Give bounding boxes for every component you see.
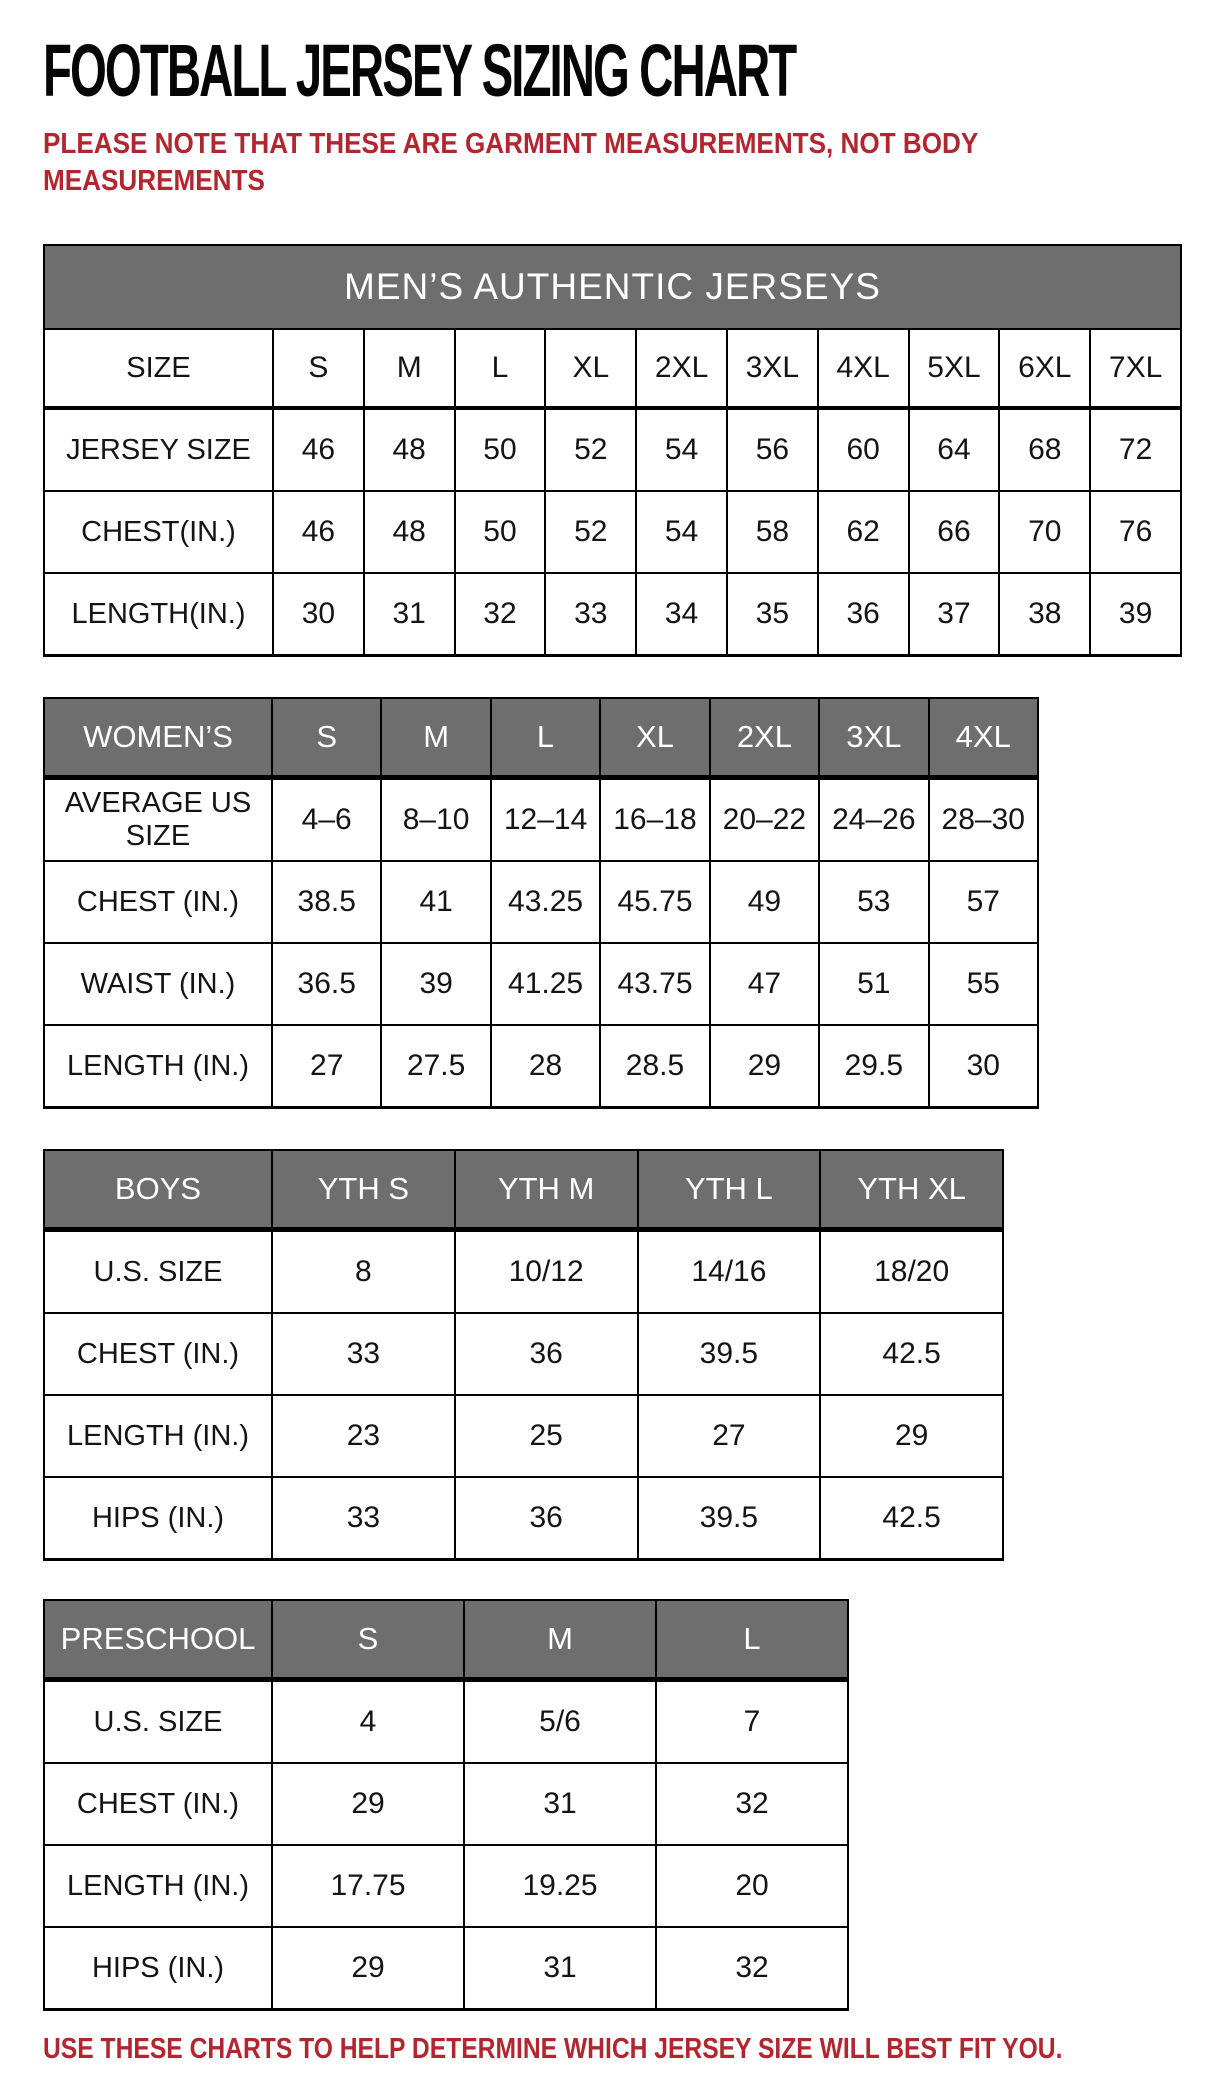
data-cell: 31 bbox=[464, 1763, 656, 1845]
data-cell: 29.5 bbox=[819, 1025, 928, 1108]
row-label-cell: LENGTH (IN.) bbox=[44, 1025, 272, 1108]
row-label-cell: WAIST (IN.) bbox=[44, 943, 272, 1025]
data-cell: 10/12 bbox=[455, 1230, 638, 1314]
data-cell: 30 bbox=[929, 1025, 1038, 1108]
data-cell: 31 bbox=[364, 573, 455, 656]
column-header-cell: S bbox=[273, 329, 364, 408]
column-header-cell: YTH L bbox=[638, 1150, 821, 1230]
data-cell: 33 bbox=[272, 1313, 455, 1395]
data-cell: 70 bbox=[999, 491, 1090, 573]
table-row bbox=[44, 1230, 1003, 1314]
data-cell: 28–30 bbox=[929, 778, 1038, 862]
table-header-row bbox=[44, 1600, 848, 1680]
column-header-cell: L bbox=[491, 698, 600, 778]
data-cell: 32 bbox=[455, 573, 546, 656]
data-cell: 54 bbox=[636, 491, 727, 573]
data-cell: 20 bbox=[656, 1845, 848, 1927]
row-label-cell: HIPS (IN.) bbox=[44, 1927, 272, 2010]
data-cell: 52 bbox=[545, 408, 636, 491]
column-header-cell: YTH M bbox=[455, 1150, 638, 1230]
column-header-cell: M bbox=[464, 1600, 656, 1680]
table-row bbox=[44, 1680, 848, 1764]
column-header-cell: YTH S bbox=[272, 1150, 455, 1230]
data-cell: 50 bbox=[455, 408, 546, 491]
data-cell: 28 bbox=[491, 1025, 600, 1108]
data-cell: 45.75 bbox=[600, 861, 709, 943]
row-label-cell: U.S. SIZE bbox=[44, 1230, 272, 1314]
data-cell: 42.5 bbox=[820, 1313, 1003, 1395]
data-cell: 27 bbox=[638, 1395, 821, 1477]
table-header-row bbox=[44, 698, 1038, 778]
data-cell: 36 bbox=[818, 573, 909, 656]
page-title bbox=[43, 29, 1220, 120]
data-cell: 66 bbox=[909, 491, 1000, 573]
data-cell: 62 bbox=[818, 491, 909, 573]
column-header-cell: 3XL bbox=[819, 698, 928, 778]
column-header-cell: XL bbox=[600, 698, 709, 778]
data-cell: 36 bbox=[455, 1313, 638, 1395]
table-header-row bbox=[44, 1150, 1003, 1230]
data-cell: 8–10 bbox=[381, 778, 490, 862]
table-title-cell: SIZE bbox=[44, 329, 273, 408]
footer-note bbox=[43, 2033, 1220, 2073]
data-cell: 51 bbox=[819, 943, 928, 1025]
column-header-cell: L bbox=[455, 329, 546, 408]
data-cell: 28.5 bbox=[600, 1025, 709, 1108]
data-cell: 68 bbox=[999, 408, 1090, 491]
data-cell: 4 bbox=[272, 1680, 464, 1764]
data-cell: 29 bbox=[272, 1927, 464, 2010]
table-row bbox=[44, 573, 1181, 656]
column-header-cell: 4XL bbox=[929, 698, 1038, 778]
data-cell: 39.5 bbox=[638, 1313, 821, 1395]
table-band-row bbox=[44, 245, 1181, 329]
table-row bbox=[44, 1477, 1003, 1560]
data-cell: 35 bbox=[727, 573, 818, 656]
column-header-cell: 4XL bbox=[818, 329, 909, 408]
data-cell: 16–18 bbox=[600, 778, 709, 862]
column-header-cell: L bbox=[656, 1600, 848, 1680]
data-cell: 41 bbox=[381, 861, 490, 943]
row-label-cell: CHEST (IN.) bbox=[44, 1313, 272, 1395]
column-header-cell: 3XL bbox=[727, 329, 818, 408]
data-cell: 32 bbox=[656, 1763, 848, 1845]
data-cell: 76 bbox=[1090, 491, 1181, 573]
column-header-cell: 5XL bbox=[909, 329, 1000, 408]
data-cell: 72 bbox=[1090, 408, 1181, 491]
data-cell: 39 bbox=[381, 943, 490, 1025]
row-label-cell: CHEST (IN.) bbox=[44, 1763, 272, 1845]
garment-measurements-note-text: PLEASE NOTE THAT THESE ARE GARMENT MEASUREMENTS, NOT BODY MEASUREMENTS bbox=[43, 128, 978, 198]
row-label-cell: U.S. SIZE bbox=[44, 1680, 272, 1764]
table-row bbox=[44, 861, 1038, 943]
data-cell: 64 bbox=[909, 408, 1000, 491]
data-cell: 43.25 bbox=[491, 861, 600, 943]
data-cell: 7 bbox=[656, 1680, 848, 1764]
table-row bbox=[44, 1395, 1003, 1477]
data-cell: 39 bbox=[1090, 573, 1181, 656]
column-header-cell: 6XL bbox=[999, 329, 1090, 408]
row-label-cell: LENGTH(IN.) bbox=[44, 573, 273, 656]
footer-note-text: USE THESE CHARTS TO HELP DETERMINE WHICH JERSEY SIZE WILL BEST FIT YOU. bbox=[43, 2033, 1063, 2066]
data-cell: 48 bbox=[364, 491, 455, 573]
boys-sizing-table bbox=[43, 1149, 1004, 1561]
data-cell: 17.75 bbox=[272, 1845, 464, 1927]
table-header-row bbox=[44, 329, 1181, 408]
data-cell: 60 bbox=[818, 408, 909, 491]
data-cell: 29 bbox=[820, 1395, 1003, 1477]
column-header-cell: YTH XL bbox=[820, 1150, 1003, 1230]
table-row bbox=[44, 943, 1038, 1025]
data-cell: 29 bbox=[710, 1025, 819, 1108]
table-row bbox=[44, 778, 1038, 862]
table-row bbox=[44, 1313, 1003, 1395]
data-cell: 39.5 bbox=[638, 1477, 821, 1560]
table-title-cell: BOYS bbox=[44, 1150, 272, 1230]
data-cell: 38.5 bbox=[272, 861, 381, 943]
page-title-text: FOOTBALL JERSEY SIZING CHART bbox=[43, 29, 796, 112]
column-header-cell: S bbox=[272, 1600, 464, 1680]
data-cell: 33 bbox=[272, 1477, 455, 1560]
data-cell: 27.5 bbox=[381, 1025, 490, 1108]
row-label-cell: JERSEY SIZE bbox=[44, 408, 273, 491]
table-row bbox=[44, 1845, 848, 1927]
garment-measurements-note bbox=[43, 126, 1220, 200]
table-row bbox=[44, 1927, 848, 2010]
column-header-cell: M bbox=[364, 329, 455, 408]
column-header-cell: S bbox=[272, 698, 381, 778]
data-cell: 25 bbox=[455, 1395, 638, 1477]
data-cell: 36.5 bbox=[272, 943, 381, 1025]
data-cell: 33 bbox=[545, 573, 636, 656]
preschool-sizing-table bbox=[43, 1599, 849, 2011]
data-cell: 8 bbox=[272, 1230, 455, 1314]
row-label-cell: LENGTH (IN.) bbox=[44, 1395, 272, 1477]
data-cell: 47 bbox=[710, 943, 819, 1025]
data-cell: 37 bbox=[909, 573, 1000, 656]
table-row bbox=[44, 1025, 1038, 1108]
row-label-cell: LENGTH (IN.) bbox=[44, 1845, 272, 1927]
table-row bbox=[44, 491, 1181, 573]
row-label-cell: CHEST(IN.) bbox=[44, 491, 273, 573]
table-title-cell: WOMEN’S bbox=[44, 698, 272, 778]
data-cell: 27 bbox=[272, 1025, 381, 1108]
data-cell: 42.5 bbox=[820, 1477, 1003, 1560]
data-cell: 53 bbox=[819, 861, 928, 943]
column-header-cell: M bbox=[381, 698, 490, 778]
data-cell: 50 bbox=[455, 491, 546, 573]
column-header-cell: 7XL bbox=[1090, 329, 1181, 408]
data-cell: 41.25 bbox=[491, 943, 600, 1025]
data-cell: 46 bbox=[273, 408, 364, 491]
table-row bbox=[44, 408, 1181, 491]
column-header-cell: XL bbox=[545, 329, 636, 408]
data-cell: 38 bbox=[999, 573, 1090, 656]
data-cell: 5/6 bbox=[464, 1680, 656, 1764]
data-cell: 20–22 bbox=[710, 778, 819, 862]
table-band-title: MEN’S AUTHENTIC JERSEYS bbox=[44, 245, 1181, 329]
data-cell: 54 bbox=[636, 408, 727, 491]
data-cell: 48 bbox=[364, 408, 455, 491]
column-header-cell: 2XL bbox=[636, 329, 727, 408]
data-cell: 57 bbox=[929, 861, 1038, 943]
data-cell: 58 bbox=[727, 491, 818, 573]
data-cell: 56 bbox=[727, 408, 818, 491]
data-cell: 19.25 bbox=[464, 1845, 656, 1927]
data-cell: 46 bbox=[273, 491, 364, 573]
womens-sizing-table bbox=[43, 697, 1039, 1109]
data-cell: 43.75 bbox=[600, 943, 709, 1025]
data-cell: 31 bbox=[464, 1927, 656, 2010]
table-row bbox=[44, 1763, 848, 1845]
data-cell: 4–6 bbox=[272, 778, 381, 862]
data-cell: 36 bbox=[455, 1477, 638, 1560]
data-cell: 55 bbox=[929, 943, 1038, 1025]
row-label-cell: CHEST (IN.) bbox=[44, 861, 272, 943]
data-cell: 32 bbox=[656, 1927, 848, 2010]
data-cell: 24–26 bbox=[819, 778, 928, 862]
data-cell: 12–14 bbox=[491, 778, 600, 862]
table-title-cell: PRESCHOOL bbox=[44, 1600, 272, 1680]
data-cell: 30 bbox=[273, 573, 364, 656]
data-cell: 52 bbox=[545, 491, 636, 573]
data-cell: 18/20 bbox=[820, 1230, 1003, 1314]
row-label-cell: AVERAGE US SIZE bbox=[44, 778, 272, 862]
data-cell: 14/16 bbox=[638, 1230, 821, 1314]
column-header-cell: 2XL bbox=[710, 698, 819, 778]
data-cell: 49 bbox=[710, 861, 819, 943]
data-cell: 29 bbox=[272, 1763, 464, 1845]
row-label-cell: HIPS (IN.) bbox=[44, 1477, 272, 1560]
data-cell: 23 bbox=[272, 1395, 455, 1477]
mens-authentic-jerseys-table bbox=[43, 244, 1182, 657]
data-cell: 34 bbox=[636, 573, 727, 656]
